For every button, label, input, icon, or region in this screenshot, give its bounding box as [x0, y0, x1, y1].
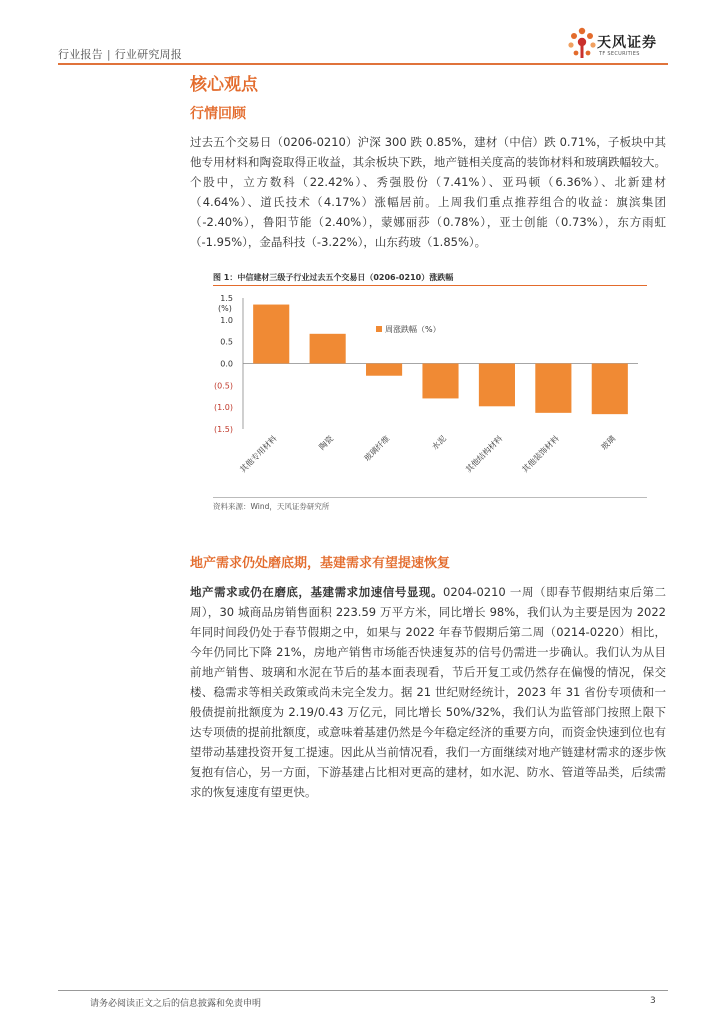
bar: [535, 364, 571, 413]
x-tick-label: 玻璃纤维: [362, 434, 392, 464]
figure-source: 资料来源：Wind，天风证券研究所: [213, 502, 330, 511]
company-logo: [567, 25, 677, 65]
bar: [479, 364, 515, 407]
chart-legend: [376, 324, 441, 334]
bar: [253, 305, 289, 364]
logo-mark-icon: [567, 25, 597, 63]
y-tick-label: (1.5): [214, 425, 233, 434]
x-axis-labels: [238, 433, 618, 474]
x-tick-label: 陶瓷: [317, 434, 336, 452]
breadcrumb: [58, 46, 182, 62]
y-tick-label: 0.0: [220, 359, 233, 369]
figure-bottom-rule: [213, 497, 647, 498]
bar: [592, 364, 628, 415]
bar: [366, 364, 402, 376]
breadcrumb-separator: |: [106, 48, 111, 61]
x-tick-label: 玻璃: [599, 434, 618, 452]
bar-chart: [213, 286, 647, 496]
x-tick-label: 其他结构材料: [464, 434, 505, 475]
footer-disclaimer: 请务必阅读正文之后的信息披露和免责申明: [90, 999, 262, 1009]
y-tick-label: (0.5): [214, 381, 233, 391]
heading-market-review: 行情回顾: [190, 106, 246, 122]
y-axis-unit-label: (%): [218, 304, 232, 313]
brand-name-en: TF SECURITIES: [599, 51, 640, 57]
legend-label: 周涨跌幅（%）: [385, 325, 441, 334]
y-tick-label: 0.5: [220, 337, 233, 347]
x-tick-label: 水泥: [430, 434, 448, 452]
paragraph-lead-sentence: 地产需求或仍在磨底，基建需求加速信号显现。: [190, 585, 444, 599]
footer-divider: [58, 990, 668, 991]
breadcrumb-report-type: 行业报告: [58, 48, 103, 61]
y-tick-label: (1.0): [214, 403, 233, 413]
y-tick-label: 1.5: [220, 294, 233, 303]
heading-section-demand: 地产需求仍处磨底期，基建需求有望提速恢复: [190, 556, 451, 571]
bar: [310, 334, 346, 364]
brand-name-cn: 天风证券: [597, 35, 657, 51]
bar: [422, 364, 458, 399]
page-number: 3: [650, 996, 656, 1006]
figure-title: 图 1：中信建材三级子行业过去五个交易日（0206-0210）涨跌幅: [213, 273, 454, 282]
legend-swatch: [376, 326, 382, 332]
breadcrumb-report-subtype: 行业研究周报: [114, 48, 182, 61]
paragraph-body: 0204-0210 一周（即春节假期结束后第二周），30 城商品房销售面积 223.59 万平方米，同比增长 98%，我们认为主要是因为 2022 年同时间段仍处于春节假期之中，如果与 2022 年春节假期后第二周（0214-0220）相比，今年仍同比下降 21%，房地产销售市场能否快速复苏的信号仍需进一步确认。我们认为从目前地产销售、玻璃和水泥在节后的基本面表现看，节后开复工或仍然存在偏慢的情况，保交楼、稳需求等相关政策或尚未完全发力。据 21 世纪财经统计，2023 年 31 省份专项债和一般债提前批额度为 2.19/0.43 万亿元，同比增长 50%/32%，我们认为监管部门按照上限下达专项债的提前批额度，或意味着基建仍然是今年稳定经济的重要方向，而资金快速到位也有望带动基建投资开复工提速。因此从当前情况看，我们一方面继续对地产链建材需求的逐步恢复抱有信心，另一方面，下游基建占比相对更高的建材，如水泥、防水、管道等品类，后续需求的恢复速度有望更快。: [190, 585, 667, 799]
y-tick-label: 1.0: [220, 315, 233, 325]
paragraph-market-review: 过去五个交易日（0206-0210）沪深 300 跌 0.85%，建材（中信）跌 0.71%，子板块中其他专用材料和陶瓷取得正收益，其余板块下跌，地产链相关度高的装饰材料和玻璃跌幅较大。个股中，立方数科（22.42%）、秀强股份（7.41%）、亚玛顿（6.36%）、北新建材（4.64%）、道氏技术（4.17%）涨幅居前。上周我们重点推荐组合的收益：旗滨集团（-2.40%），鲁阳节能（2.40%），蒙娜丽莎（0.78%），亚士创能（0.73%），东方雨虹（-1.95%），金晶科技（-3.22%），山东药玻（1.85%）。: [190, 135, 666, 249]
x-tick-label: 其他装饰材料: [520, 434, 561, 475]
x-tick-label: 其他专用材料: [238, 434, 279, 475]
paragraph-demand-analysis: [190, 582, 666, 802]
heading-core-view: 核心观点: [190, 75, 258, 95]
bar-series: [253, 305, 628, 415]
